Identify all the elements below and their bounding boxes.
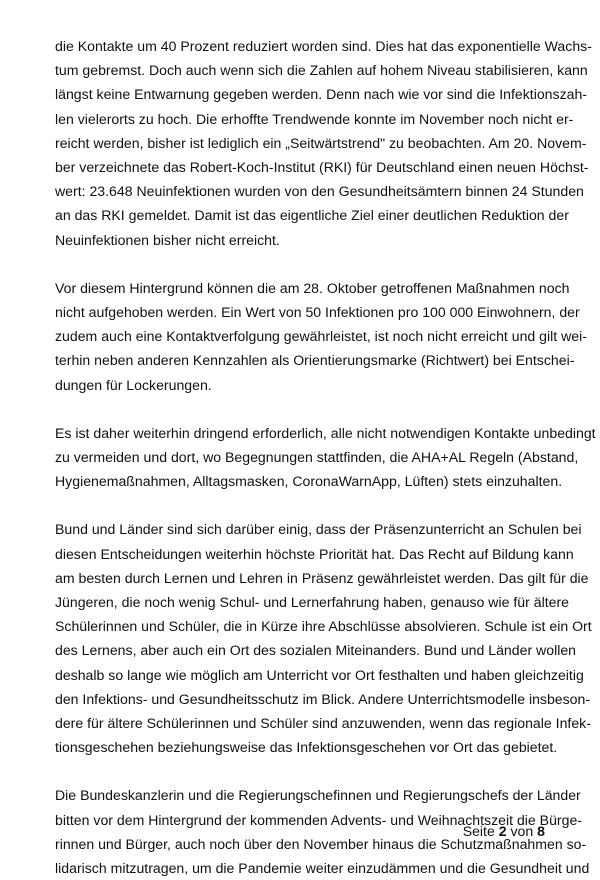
page-separator: von (510, 823, 534, 839)
paragraph-measures-background (55, 276, 587, 397)
current-page-number: 2 (498, 823, 507, 839)
paragraph-contact-reduction (55, 34, 592, 252)
text-line: rinnen und Bürger, auch noch über den November hinaus die Schutzmaßnahmen so- (55, 835, 587, 852)
paragraph-spacer (55, 252, 546, 276)
text-line: den Infektions- und Gesundheitsschutz im Blick. Andere Unterrichtsmodelle insbeson- (55, 690, 591, 707)
text-line: längst keine Entwarnung gegeben werden. Denn nach wie vor sind die Infektionszah- (55, 86, 587, 103)
paragraph-aha-rules (55, 421, 596, 494)
text-line: len vielerorts zu hoch. Die erhoffte Trendwende konnte im November noch nicht er- (55, 110, 574, 127)
text-line: am besten durch Lernen und Lehren in Präsenz gewährleistet werden. Das gilt für die (55, 569, 589, 586)
text-line: bitten vor dem Hintergrund der kommenden Advents- und Weihnachtszeit die Bürge- (55, 811, 582, 828)
text-line: ber verzeichnete das Robert-Koch-Institut (RKI) für Deutschland einen neuen Höchst- (55, 159, 589, 176)
text-line: Schülerinnen und Schüler, die in Kürze ihre Abschlüsse absolvieren. Schule ist ein Ort (55, 618, 592, 635)
text-line: an das RKI gemeldet. Damit ist das eigentliche Ziel einer deutlichen Reduktion der (55, 207, 569, 224)
text-line: tionsgeschehen beziehungsweise das Infektionsgeschehen vor Ort das gebietet. (55, 739, 558, 756)
paragraph-schools (55, 517, 592, 759)
text-line: zudem auch eine Kontaktverfolgung gewährleistet, ist noch nicht erreicht und gilt wei- (55, 328, 587, 345)
text-line: zu vermeiden und dort, wo Begegnungen stattfinden, die AHA+AL Regeln (Abstand, (55, 449, 579, 466)
paragraph-spacer (55, 493, 546, 517)
text-line: tum gebremst. Doch auch wenn sich die Zahlen auf hohem Niveau stabilisieren, kann (55, 62, 588, 79)
text-line: Es ist daher weiterhin dringend erforderlich, alle nicht notwendigen Kontakte unbedingt (55, 424, 596, 441)
paragraph-spacer (55, 759, 546, 783)
text-line: diesen Entscheidungen weiterhin höchste Priorität hat. Das Recht auf Bildung kann (55, 545, 574, 562)
text-line: deshalb so lange wie möglich am Unterricht vor Ort festhalten und haben gleichzeitig (55, 666, 584, 683)
text-line: die Kontakte um 40 Prozent reduziert worden sind. Dies hat das exponentielle Wachs- (55, 38, 592, 54)
text-line: dungen für Lockerungen. (55, 376, 212, 393)
text-line: lidarisch mitzutragen, um die Pandemie weiter einzudämmen und die Gesundheit und (55, 860, 590, 877)
text-line: Jüngeren, die noch wenig Schul- und Lernerfahrung haben, genauso wie für ältere (55, 594, 569, 611)
text-line: reicht werden, bisher ist lediglich ein „Seitwärtstrend" zu beobachten. Am 20. Novem- (55, 134, 587, 151)
text-line: dere für ältere Schülerinnen und Schüler sind anzuwenden, wenn das regionale Infek- (55, 715, 591, 732)
page-number-footer (463, 821, 545, 841)
document-page (55, 34, 596, 880)
text-line: Die Bundeskanzlerin und die Regierungschefinnen und Regierungschefs der Länder (55, 787, 581, 804)
text-line: Bund und Länder sind sich darüber einig, dass der Präsenzunterricht an Schulen bei (55, 521, 582, 538)
total-page-count: 8 (537, 823, 545, 839)
text-line: Neuinfektionen bisher nicht erreicht. (55, 231, 280, 248)
text-line: wert: 23.648 Neuinfektionen wurden von den Gesundheitsämtern binnen 24 Stunden (55, 183, 584, 200)
paragraph-spacer (55, 397, 546, 421)
text-line: nicht aufgehoben werden. Ein Wert von 50 Infektionen pro 100 000 Einwohnern, der (55, 304, 580, 321)
text-line: des Lernens, aber auch ein Ort des sozialen Miteinanders. Bund und Länder wollen (55, 642, 577, 659)
text-line: terhin neben anderen Kennzahlen als Orientierungsmarke (Richtwert) bei Entschei- (55, 352, 575, 369)
text-line: Vor diesem Hintergrund können die am 28. Oktober getroffenen Maßnahmen noch (55, 279, 570, 296)
text-line: Hygienemaßnahmen, Alltagsmasken, CoronaWarnApp, Lüften) stets einzuhalten. (55, 473, 563, 490)
page-label: Seite (462, 823, 495, 839)
